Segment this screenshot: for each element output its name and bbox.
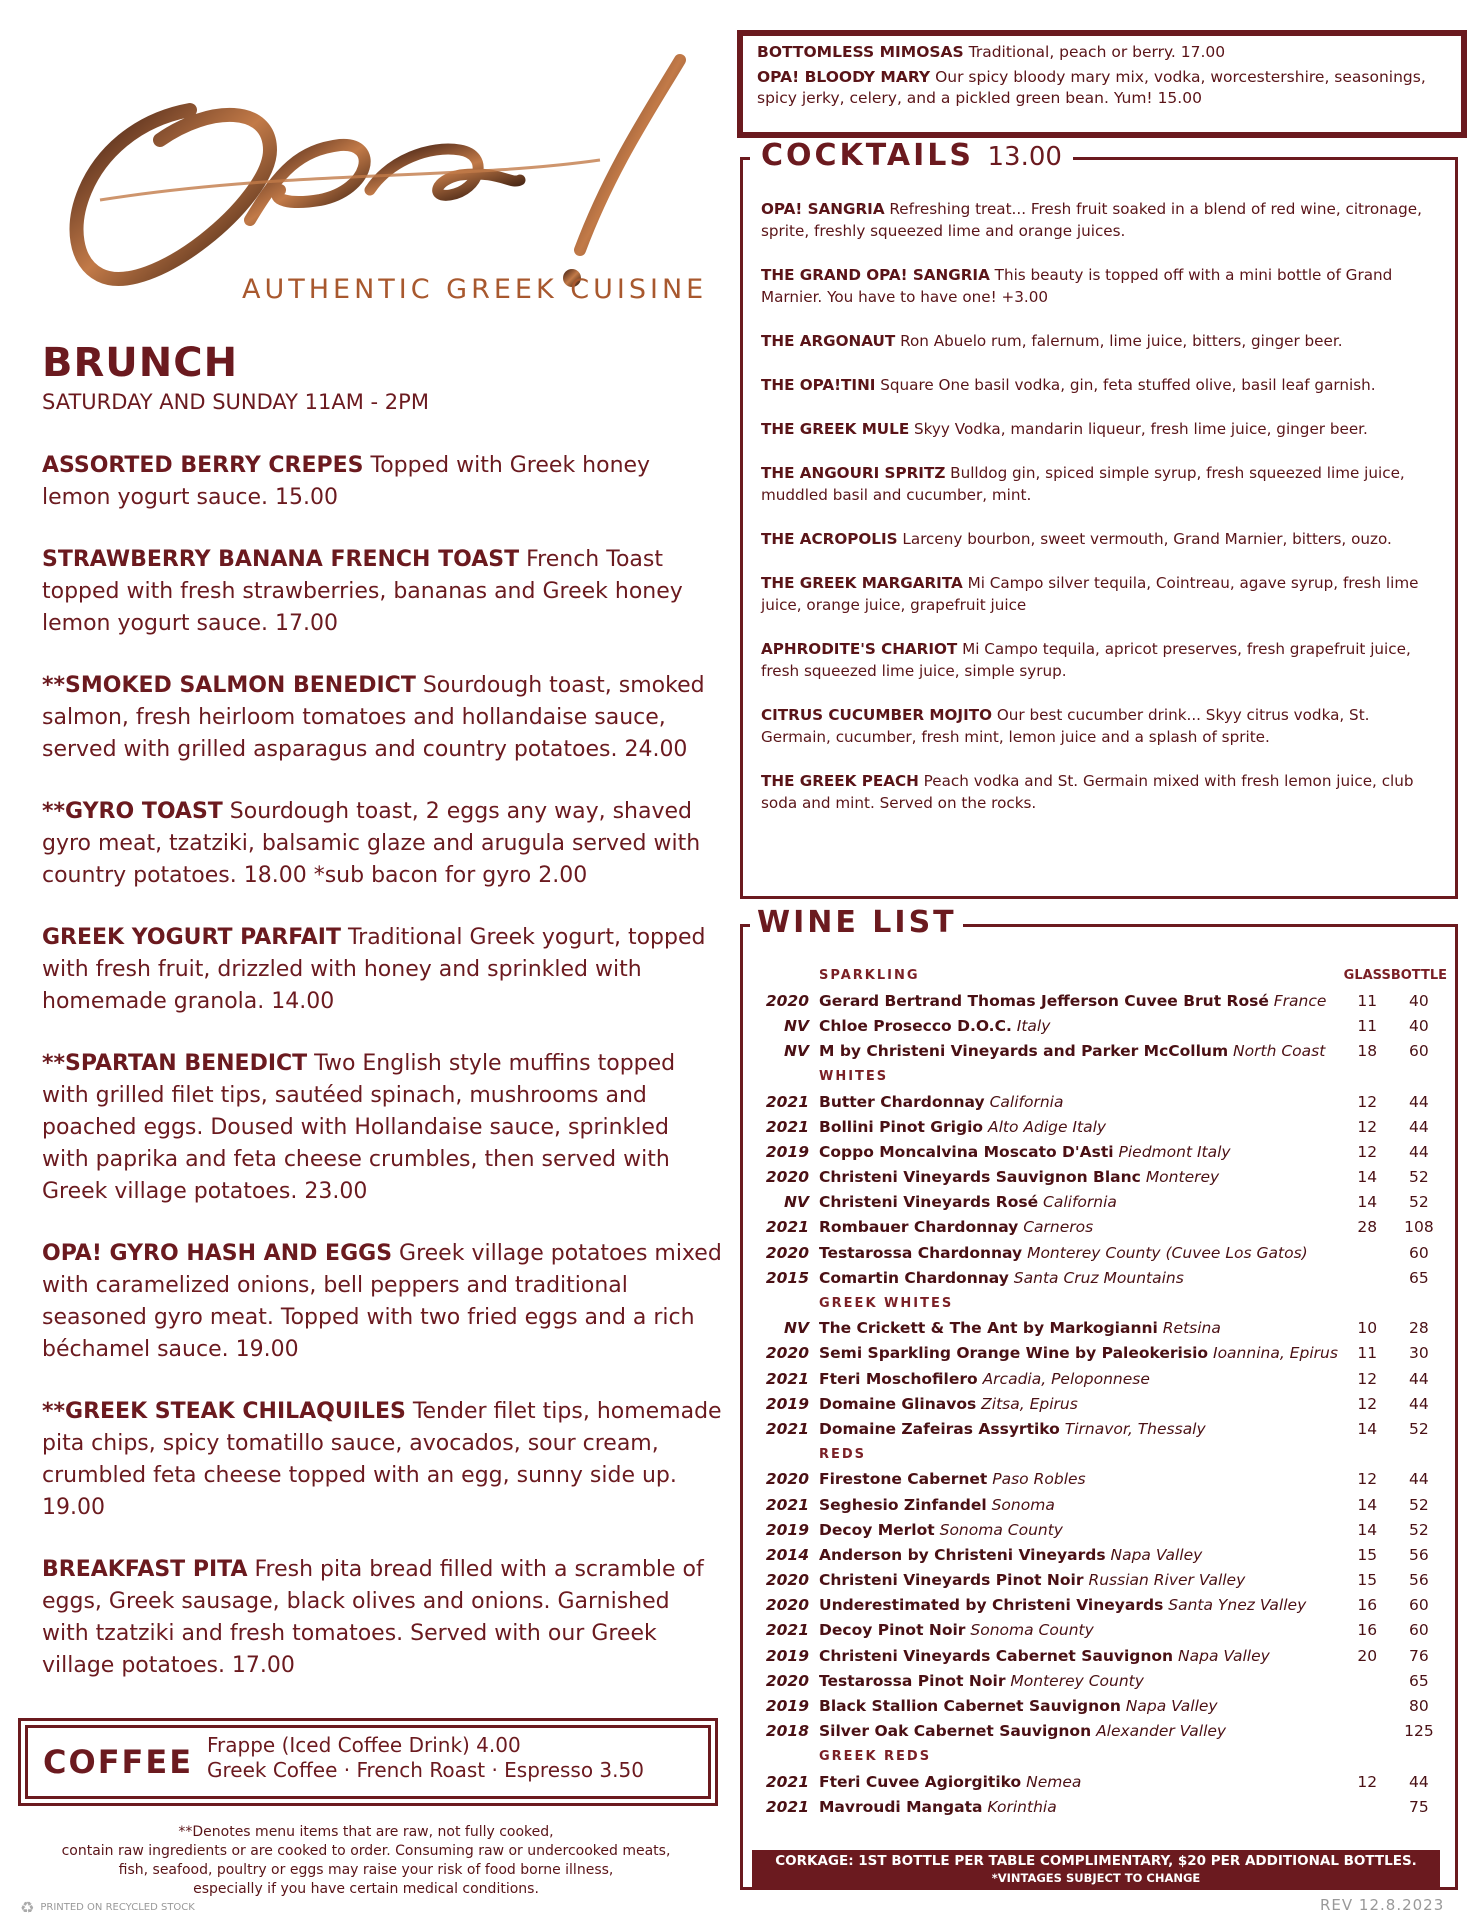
spacer-cell <box>761 1064 819 1089</box>
wine-row <box>761 1769 1447 1794</box>
wine-glass-price <box>1344 1265 1391 1290</box>
wine-region: Tirnavor, Thessaly <box>1064 1419 1206 1438</box>
wine-glass-price: 12 <box>1357 1117 1378 1136</box>
spacer-cell <box>1344 1744 1391 1769</box>
wine-name-cell <box>819 1316 1344 1341</box>
cocktail-item: THE ANGOURI SPRITZ Bulldog gin, spiced simple syrup, fresh squeezed lime juice, muddled basil and cucumber, mint. <box>761 464 1405 504</box>
wine-region: North Coast <box>1233 1042 1326 1061</box>
wine-row <box>761 1568 1447 1593</box>
wine-name-cell <box>819 1366 1344 1391</box>
wine-bottle-price: 60 <box>1409 1596 1429 1615</box>
spacer-cell <box>761 1744 819 1769</box>
disclaimer-line: **Denotes menu items that are raw, not fully cooked, <box>178 1824 554 1840</box>
wine-bottle-price: 76 <box>1409 1646 1429 1665</box>
wine-year: 2021 <box>765 1621 809 1640</box>
wine-name-cell <box>819 1693 1344 1718</box>
brunch-item: GREEK YOGURT PARFAIT Traditional Greek yogurt, topped with fresh fruit, drizzled with honey and sprinkled with homemade granola. 14.00 <box>42 925 706 1014</box>
coffee-line: Frappe (Iced Coffee Drink) 4.00 <box>207 1733 521 1757</box>
wine-name: Decoy Pinot Noir <box>819 1621 966 1640</box>
wine-name-cell <box>819 1643 1344 1668</box>
wine-year: 2021 <box>765 1369 809 1388</box>
wine-name: Decoy Merlot <box>819 1520 935 1539</box>
wine-name: Chloe Prosecco D.O.C. <box>819 1016 1012 1035</box>
wine-row <box>761 1165 1447 1190</box>
coffee-title: COFFEE <box>43 1743 194 1781</box>
wine-region: California <box>1043 1193 1117 1212</box>
wine-name-cell <box>819 1240 1344 1265</box>
wine-year: 2020 <box>765 1344 809 1363</box>
cocktail-item: THE GRAND OPA! SANGRIA This beauty is topped off with a mini bottle of Grand Marnier. You have to have one! +3.00 <box>761 266 1393 306</box>
spacer-cell <box>761 1442 819 1467</box>
wine-table <box>761 963 1447 1819</box>
disclaimer-line: especially if you have certain medical conditions. <box>193 1881 539 1897</box>
wine-year: 2019 <box>765 1394 809 1413</box>
recycled-note <box>20 1898 195 1917</box>
spacer-cell <box>1391 1064 1447 1089</box>
wine-glass-price: 12 <box>1357 1142 1378 1161</box>
wine-name: Underestimated by Christeni Vineyards <box>819 1596 1164 1615</box>
wine-name-cell <box>819 1618 1344 1643</box>
wine-name: Testarossa Chardonnay <box>819 1243 1023 1262</box>
wine-region: Sonoma <box>991 1495 1055 1514</box>
wine-bottle-price: 52 <box>1409 1168 1429 1187</box>
wine-year: 2019 <box>765 1520 809 1539</box>
wine-bottle-price: 44 <box>1409 1369 1429 1388</box>
brunch-item: **GREEK STEAK CHILAQUILES Tender filet tips, homemade pita chips, spicy tomatillo sauce, avocados, sour cream, crumbled feta cheese topped with an egg, sunny side up. 19.00 <box>42 1399 722 1520</box>
wine-region: Ioannina, Epirus <box>1213 1344 1338 1363</box>
wine-bottle-price: 60 <box>1409 1042 1429 1061</box>
cocktail-item: THE ARGONAUT Ron Abuelo rum, falernum, lime juice, bitters, ginger beer. <box>761 332 1343 350</box>
wine-year: 2021 <box>765 1419 809 1438</box>
wine-glass-price: 14 <box>1357 1193 1378 1212</box>
wine-region: Paso Robles <box>992 1470 1086 1489</box>
wine-glass-price: 14 <box>1357 1520 1378 1539</box>
wine-glass-price: 20 <box>1357 1646 1378 1665</box>
spacer-cell <box>1391 1442 1447 1467</box>
wine-region: Piedmont Italy <box>1118 1142 1231 1161</box>
wine-name-cell <box>819 1517 1344 1542</box>
box-top-line <box>948 924 1458 927</box>
wine-region: Santa Ynez Valley <box>1168 1596 1307 1615</box>
wine-year: NV <box>784 1319 809 1338</box>
wine-glass-price: 18 <box>1357 1042 1378 1061</box>
wine-region: Nemea <box>1026 1772 1082 1791</box>
cocktail-item: THE GREEK MARGARITA Mi Campo silver tequila, Cointreau, agave syrup, fresh lime juice, orange juice, grapefruit juice <box>761 574 1419 614</box>
wine-year: 2021 <box>765 1797 809 1816</box>
wine-year: 2020 <box>765 1596 809 1615</box>
raw-food-disclaimer <box>16 1823 716 1899</box>
wine-row <box>761 1542 1447 1567</box>
wine-category: SPARKLING <box>819 968 920 984</box>
cocktails-title: COCKTAILS 13.00 <box>755 138 1068 173</box>
spacer-cell <box>1391 1744 1447 1769</box>
wine-category: REDS <box>819 1446 867 1462</box>
wine-region: Alto Adige Italy <box>987 1117 1107 1136</box>
wine-name: The Crickett & The Ant by Markogianni <box>819 1319 1158 1338</box>
wine-region: Sonoma County <box>970 1621 1094 1640</box>
wine-row <box>761 1416 1447 1441</box>
wine-category-row <box>761 1064 1447 1089</box>
wine-year: 2020 <box>765 1470 809 1489</box>
brunch-item: **GYRO TOAST Sourdough toast, 2 eggs any way, shaved gyro meat, tzatziki, balsamic glaze and arugula served with country potatoes. 18.00 *sub bacon for gyro 2.00 <box>42 799 701 888</box>
wine-row <box>761 1593 1447 1618</box>
wine-name: Rombauer Chardonnay <box>819 1218 1019 1237</box>
wine-year: 2018 <box>765 1722 809 1741</box>
wine-region: Napa Valley <box>1178 1646 1270 1665</box>
bottle-header: BOTTLE <box>1390 968 1447 984</box>
wine-year: 2021 <box>765 1092 809 1111</box>
wine-name: Anderson by Christeni Vineyards <box>819 1545 1106 1564</box>
wine-bottle-price: 108 <box>1404 1218 1434 1237</box>
wine-year: 2020 <box>765 1671 809 1690</box>
wine-year: NV <box>784 1016 809 1035</box>
wine-name: Firestone Cabernet <box>819 1470 988 1489</box>
wine-region: Monterey County <box>1010 1671 1144 1690</box>
wine-bottle-price: 44 <box>1409 1470 1429 1489</box>
wine-region: California <box>989 1092 1064 1111</box>
wine-bottle-price: 65 <box>1409 1671 1429 1690</box>
wine-glass-price: 15 <box>1357 1545 1378 1564</box>
wine-row <box>761 1114 1447 1139</box>
wine-name-cell <box>819 1542 1344 1567</box>
wine-glass-price: 14 <box>1357 1419 1378 1438</box>
wine-name: Black Stallion Cabernet Sauvignon <box>819 1697 1121 1716</box>
wine-glass-price <box>1344 1668 1391 1693</box>
wine-glass-price: 28 <box>1357 1218 1378 1237</box>
brunch-title: BRUNCH <box>42 340 239 386</box>
wine-region: Monterey <box>1145 1168 1220 1187</box>
wine-name-cell <box>819 1719 1344 1744</box>
wine-region: Retsina <box>1162 1319 1221 1338</box>
spacer-cell <box>761 1290 819 1315</box>
wine-name: Domaine Zafeiras Assyrtiko <box>819 1419 1060 1438</box>
brunch-item: OPA! GYRO HASH AND EGGS Greek village potatoes mixed with caramelized onions, bell peppers and traditional seasoned gyro meat. Topped with two fried eggs and a rich béchamel sauce. 19.00 <box>42 1241 722 1362</box>
wine-row <box>761 1039 1447 1064</box>
wine-glass-price <box>1344 1794 1391 1819</box>
coffee-line: Greek Coffee · French Roast · Espresso 3.50 <box>207 1758 644 1782</box>
wine-name: Coppo Moncalvina Moscato D'Asti <box>819 1142 1114 1161</box>
wine-glass-price: 12 <box>1357 1470 1378 1489</box>
wine-region: Sonoma County <box>939 1520 1063 1539</box>
wine-name: Christeni Vineyards Rosé <box>819 1193 1039 1212</box>
wine-category-row <box>761 963 1447 988</box>
wine-name-cell <box>819 1265 1344 1290</box>
wine-glass-price: 12 <box>1357 1772 1378 1791</box>
wine-row <box>761 1517 1447 1542</box>
wine-row <box>761 1668 1447 1693</box>
wine-region: Zitsa, Epirus <box>981 1394 1078 1413</box>
wine-region: Russian River Valley <box>1088 1571 1246 1590</box>
wine-name: Butter Chardonnay <box>819 1092 985 1111</box>
wine-name-cell <box>819 1039 1344 1064</box>
wine-glass-price: 14 <box>1357 1168 1378 1187</box>
wine-region: Napa Valley <box>1125 1697 1218 1716</box>
wine-category-row <box>761 1290 1447 1315</box>
wine-name: Mavroudi Mangata <box>819 1797 983 1816</box>
glass-header: GLASS <box>1343 968 1391 984</box>
wine-bottle-price: 30 <box>1409 1344 1429 1363</box>
wine-row <box>761 1618 1447 1643</box>
wine-name-cell <box>819 1114 1344 1139</box>
wine-region: Monterey County (Cuvee Los Gatos) <box>1027 1243 1308 1262</box>
wine-row <box>761 1719 1447 1744</box>
wine-region: Korinthia <box>987 1797 1057 1816</box>
wine-name: Comartin Chardonnay <box>819 1268 1009 1287</box>
wine-bottle-price: 44 <box>1409 1142 1429 1161</box>
wine-name-cell <box>819 1190 1344 1215</box>
wine-year: 2019 <box>765 1646 809 1665</box>
wine-name: M by Christeni Vineyards and Parker McCollum <box>819 1042 1229 1061</box>
wine-row <box>761 1139 1447 1164</box>
box-top-line <box>1073 157 1458 160</box>
cocktails-price: 13.00 <box>987 142 1062 172</box>
brunch-item: ASSORTED BERRY CREPES Topped with Greek honey lemon yogurt sauce. 15.00 <box>42 453 651 510</box>
drink-item: BOTTOMLESS MIMOSAS Traditional, peach or berry. 17.00 <box>757 43 1226 61</box>
wine-year: NV <box>784 1042 809 1061</box>
wine-bottle-price: 60 <box>1409 1621 1429 1640</box>
wine-glass-price <box>1344 1693 1391 1718</box>
wine-row <box>761 1215 1447 1240</box>
cocktail-item: THE GREEK PEACH Peach vodka and St. Germain mixed with fresh lemon juice, club soda and mint. Served on the rocks. <box>761 772 1414 812</box>
wine-list-box <box>740 905 1458 1890</box>
box-top-line <box>740 924 750 927</box>
wine-name: Semi Sparkling Orange Wine by Paleokerisio <box>819 1344 1209 1363</box>
recycled-label: PRINTED ON RECYCLED STOCK <box>40 1902 195 1913</box>
wine-row <box>761 1366 1447 1391</box>
wine-bottle-price: 52 <box>1409 1495 1429 1514</box>
wine-bottle-price: 40 <box>1409 991 1429 1010</box>
wine-glass-price: 12 <box>1357 1369 1378 1388</box>
spacer-cell <box>1344 1290 1391 1315</box>
wine-name-cell <box>819 1492 1344 1517</box>
wine-row <box>761 1089 1447 1114</box>
spacer-cell <box>1344 1064 1391 1089</box>
wine-name-cell <box>819 1165 1344 1190</box>
wine-name-cell <box>819 1467 1344 1492</box>
cocktail-item: THE GREEK MULE Skyy Vodka, mandarin liqueur, fresh lime juice, ginger beer. <box>761 420 1368 438</box>
wine-name-cell <box>819 1668 1344 1693</box>
drink-item: OPA! BLOODY MARY Our spicy bloody mary mix, vodka, worcestershire, seasonings, spicy jerky, celery, and a pickled green bean. Yum! 15.00 <box>757 68 1426 107</box>
wine-row <box>761 1693 1447 1718</box>
wine-name: Fteri Cuvee Agiorgitiko <box>819 1772 1022 1791</box>
wine-bottle-price: 52 <box>1409 1193 1429 1212</box>
wine-name-cell <box>819 1416 1344 1441</box>
wine-bottle-price: 44 <box>1409 1092 1429 1111</box>
wine-category-row <box>761 1744 1447 1769</box>
wine-year: 2021 <box>765 1218 809 1237</box>
wine-bottle-price: 52 <box>1409 1419 1429 1438</box>
wine-region: Italy <box>1016 1016 1051 1035</box>
cocktail-item: THE ACROPOLIS Larceny bourbon, sweet vermouth, Grand Marnier, bitters, ouzo. <box>761 530 1392 548</box>
wine-bottle-price: 40 <box>1409 1016 1429 1035</box>
wine-name: Silver Oak Cabernet Sauvignon <box>819 1722 1092 1741</box>
wine-name: Domaine Glinavos <box>819 1394 977 1413</box>
revision-label: REV 12.8.2023 <box>1320 1896 1445 1914</box>
brunch-item: STRAWBERRY BANANA FRENCH TOAST French Toast topped with fresh strawberries, bananas and Greek honey lemon yogurt sauce. 17.00 <box>42 547 683 636</box>
wine-name-cell <box>819 1341 1344 1366</box>
spacer-cell <box>1391 1290 1447 1315</box>
wine-name-cell <box>819 1593 1344 1618</box>
brunch-menu <box>42 450 722 1712</box>
spacer-cell <box>1344 1442 1391 1467</box>
wine-glass-price: 10 <box>1357 1319 1378 1338</box>
wine-row <box>761 1467 1447 1492</box>
wine-row <box>761 1643 1447 1668</box>
wine-glass-price: 11 <box>1357 1344 1378 1363</box>
brunch-drinks-box <box>737 30 1467 138</box>
wine-row <box>761 1240 1447 1265</box>
wine-year: 2019 <box>765 1697 809 1716</box>
wine-name-cell <box>819 1089 1344 1114</box>
wine-bottle-price: 56 <box>1409 1545 1429 1564</box>
wine-row <box>761 1316 1447 1341</box>
wine-year: 2021 <box>765 1495 809 1514</box>
wine-bottle-price: 44 <box>1409 1394 1429 1413</box>
wine-row <box>761 1190 1447 1215</box>
wine-year: 2021 <box>765 1117 809 1136</box>
wine-name-cell <box>819 1391 1344 1416</box>
box-top-line <box>740 157 750 160</box>
wine-glass-price: 15 <box>1357 1571 1378 1590</box>
corkage-banner <box>752 1850 1440 1888</box>
wine-bottle-price: 65 <box>1409 1268 1429 1287</box>
wine-category: GREEK REDS <box>819 1748 932 1764</box>
wine-name-cell <box>819 988 1344 1013</box>
cocktail-item: CITRUS CUCUMBER MOJITO Our best cucumber drink... Skyy citrus vodka, St. Germain, cucumber, fresh mint, lemon juice and a splash of sprite. <box>761 706 1370 746</box>
wine-glass-price <box>1344 1719 1391 1744</box>
wine-name: Gerard Bertrand Thomas Jefferson Cuvee Brut Rosé <box>819 991 1269 1010</box>
corkage-line: *VINTAGES SUBJECT TO CHANGE <box>991 1871 1201 1885</box>
brunch-item: **SPARTAN BENEDICT Two English style muffins topped with grilled filet tips, sautéed spinach, mushrooms and poached eggs. Doused with Hollandaise sauce, sprinkled with paprika and feta cheese crumbles, then served with Greek village potatoes. 23.00 <box>42 1051 676 1204</box>
spacer-cell <box>761 963 819 988</box>
wine-name: Christeni Vineyards Sauvignon Blanc <box>819 1168 1141 1187</box>
cocktail-item: THE OPA!TINI Square One basil vodka, gin, feta stuffed olive, basil leaf garnish. <box>761 376 1376 394</box>
wine-glass-price <box>1344 1240 1391 1265</box>
wine-name: Fteri Moschofilero <box>819 1369 978 1388</box>
wine-glass-price: 11 <box>1357 991 1378 1010</box>
wine-category-row <box>761 1442 1447 1467</box>
disclaimer-line: fish, seafood, poultry or eggs may raise your risk of food borne illness, <box>118 1862 614 1878</box>
wine-row <box>761 1265 1447 1290</box>
wine-category: GREEK WHITES <box>819 1295 954 1311</box>
wine-year: 2020 <box>765 991 809 1010</box>
wine-row <box>761 1341 1447 1366</box>
wine-name-cell <box>819 1139 1344 1164</box>
wine-name-cell <box>819 1215 1344 1240</box>
wine-glass-price: 14 <box>1357 1495 1378 1514</box>
wine-row <box>761 1492 1447 1517</box>
wine-name-cell <box>819 1794 1344 1819</box>
opa-logo <box>40 50 720 310</box>
wine-year: 2021 <box>765 1772 809 1791</box>
wine-glass-price: 16 <box>1357 1596 1378 1615</box>
tagline: AUTHENTIC GREEK CUISINE <box>242 274 708 305</box>
wine-list-title: WINE LIST <box>751 905 963 940</box>
wine-region: Carneros <box>1023 1218 1094 1237</box>
wine-bottle-price: 44 <box>1409 1772 1429 1791</box>
brunch-item: **SMOKED SALMON BENEDICT Sourdough toast, smoked salmon, fresh heirloom tomatoes and hollandaise sauce, served with grilled asparagus and country potatoes. 24.00 <box>42 673 705 762</box>
wine-glass-price: 11 <box>1357 1016 1378 1035</box>
wine-year: NV <box>784 1193 809 1212</box>
wine-row <box>761 1391 1447 1416</box>
wine-region: Santa Cruz Mountains <box>1013 1268 1184 1287</box>
cocktail-item: APHRODITE'S CHARIOT Mi Campo tequila, apricot preserves, fresh grapefruit juice, fresh squeezed lime juice, simple syrup. <box>761 640 1411 680</box>
wine-bottle-price: 28 <box>1409 1319 1429 1338</box>
coffee-box <box>18 1718 718 1806</box>
wine-row <box>761 988 1447 1013</box>
wine-row <box>761 1013 1447 1038</box>
wine-name: Christeni Vineyards Cabernet Sauvignon <box>819 1646 1174 1665</box>
recycle-icon: ♻ <box>20 1898 35 1917</box>
brunch-hours: SATURDAY AND SUNDAY 11AM - 2PM <box>42 390 429 414</box>
wine-year: 2020 <box>765 1243 809 1262</box>
wine-glass-price: 12 <box>1357 1394 1378 1413</box>
wine-glass-price: 16 <box>1357 1621 1378 1640</box>
wine-year: 2015 <box>765 1268 809 1287</box>
wine-region: France <box>1273 991 1327 1010</box>
wine-bottle-price: 75 <box>1409 1797 1429 1816</box>
cocktails-box <box>740 138 1458 899</box>
wine-row <box>761 1794 1447 1819</box>
wine-category: WHITES <box>819 1068 889 1084</box>
wine-bottle-price: 52 <box>1409 1520 1429 1539</box>
wine-bottle-price: 60 <box>1409 1243 1429 1262</box>
wine-name-cell <box>819 1568 1344 1593</box>
wine-name: Bollini Pinot Grigio <box>819 1117 984 1136</box>
wine-bottle-price: 44 <box>1409 1117 1429 1136</box>
wine-name-cell <box>819 1013 1344 1038</box>
wine-year: 2020 <box>765 1571 809 1590</box>
wine-region: Alexander Valley <box>1096 1722 1227 1741</box>
wine-glass-price: 12 <box>1357 1092 1378 1111</box>
corkage-line: CORKAGE: 1ST BOTTLE PER TABLE COMPLIMENTARY, $20 PER ADDITIONAL BOTTLES. <box>775 1853 1417 1869</box>
wine-year: 2020 <box>765 1168 809 1187</box>
disclaimer-line: contain raw ingredients or are cooked to order. Consuming raw or undercooked meats, <box>61 1843 671 1859</box>
wine-year: 2019 <box>765 1142 809 1161</box>
wine-bottle-price: 80 <box>1409 1697 1429 1716</box>
brunch-item: BREAKFAST PITA Fresh pita bread filled with a scramble of eggs, Greek sausage, black olives and onions. Garnished with tzatziki and fresh tomatoes. Served with our Greek village potatoes. 17.00 <box>42 1557 704 1678</box>
wine-name: Seghesio Zinfandel <box>819 1495 987 1514</box>
wine-bottle-price: 56 <box>1409 1571 1429 1590</box>
wine-name-cell <box>819 1769 1344 1794</box>
wine-year: 2014 <box>765 1545 809 1564</box>
cocktail-item: OPA! SANGRIA Refreshing treat... Fresh fruit soaked in a blend of red wine, citronage, sprite, freshly squeezed lime and orange juices. <box>761 200 1422 240</box>
wine-name: Christeni Vineyards Pinot Noir <box>819 1571 1084 1590</box>
wine-region: Napa Valley <box>1110 1545 1203 1564</box>
wine-name: Testarossa Pinot Noir <box>819 1671 1006 1690</box>
wine-bottle-price: 125 <box>1404 1722 1434 1741</box>
wine-region: Arcadia, Peloponnese <box>982 1369 1150 1388</box>
